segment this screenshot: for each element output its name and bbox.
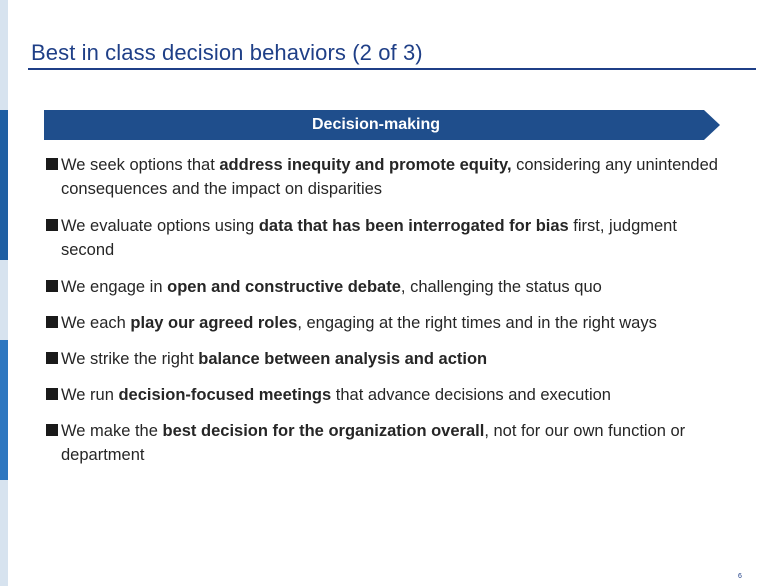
list-item — [44, 311, 734, 335]
accent-segment — [0, 340, 8, 480]
section-banner — [44, 110, 720, 140]
bullet-text: We run decision-focused meetings that advance decisions and execution — [61, 386, 611, 404]
bullet-text: We strike the right balance between analysis and action — [61, 350, 488, 368]
list-item — [44, 275, 734, 299]
checkbox-bullet-icon — [46, 388, 58, 400]
title-underline — [28, 68, 756, 70]
checkbox-bullet-icon — [46, 219, 58, 231]
accent-segment — [0, 110, 8, 260]
bullet-text: We each play our agreed roles, engaging at the right times and in the right ways — [61, 314, 657, 332]
bullet-text: We make the best decision for the organization overall, not for our own function or department — [61, 422, 686, 464]
list-item — [44, 214, 734, 262]
bullet-text: We seek options that address inequity and promote equity, considering any unintended consequences and the impact on disparities — [61, 156, 718, 198]
bullet-text: We evaluate options using data that has been interrogated for bias first, judgment second — [61, 217, 677, 259]
banner-label: Decision-making — [311, 116, 441, 133]
accent-segment — [0, 0, 8, 110]
checkbox-bullet-icon — [46, 352, 58, 364]
bullet-text: We engage in open and constructive debate, challenging the status quo — [61, 278, 602, 296]
checkbox-bullet-icon — [46, 316, 58, 328]
accent-segment — [0, 260, 8, 340]
list-item — [44, 347, 734, 371]
slide-title: Best in class decision behaviors (2 of 3) — [31, 40, 423, 65]
list-item — [44, 153, 734, 201]
accent-segment — [0, 480, 8, 586]
left-accent-bar — [0, 0, 8, 586]
checkbox-bullet-icon — [46, 158, 58, 170]
checkbox-bullet-icon — [46, 280, 58, 292]
page-number: 6 — [738, 573, 742, 580]
checkbox-bullet-icon — [46, 424, 58, 436]
list-item — [44, 383, 734, 407]
list-item — [44, 419, 734, 467]
